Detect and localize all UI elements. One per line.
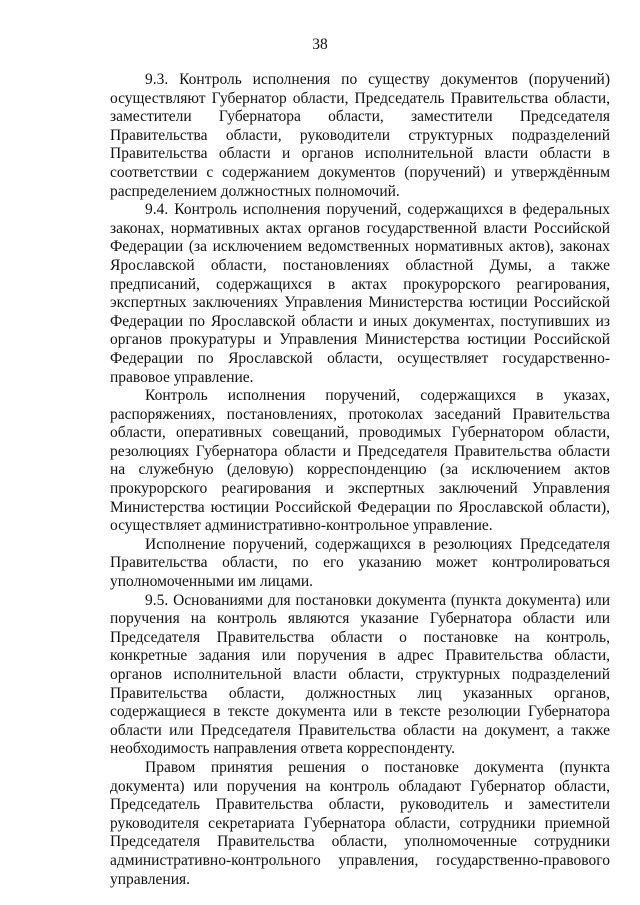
page-number: 38 (312, 36, 328, 53)
document-body (110, 71, 610, 889)
paragraph-admin-control: Контроль исполнения поручений, содержащихся в указах, распоряжениях, постановлениях, протоколах заседаний Правительства области, оперативных совещаний, проводимых Губернатором области, резолюциях Губернатора области и Председателя Правительства области на служебную (деловую) корреспонденцию (за исключением актов прокурорского реагирования и экспертных заключений Управления Министерства юстиции Российской Федерации по Ярославской области), осуществляет административно-контрольное управление. (110, 387, 610, 535)
paragraph-9-3: 9.3. Контроль исполнения по существу документов (поручений) осуществляют Губернатор области, Председатель Правительства области, заместители Губернатора области, заместители Председателя Правительства области, руководители структурных подразделений Правительства области и органов исполнительной власти области в соответствии с содержанием документов (поручений) и утверждённым распределением должностных полномочий. (110, 71, 610, 200)
paragraph-9-4: 9.4. Контроль исполнения поручений, содержащихся в федеральных законах, нормативных актах органов государственной власти Российской Федерации (за исключением ведомственных нормативных актов), законах Ярославской области, постановлениях областной Думы, а также предписаний, содержащихся в актах прокурорского реагирования, экспертных заключениях Управления Министерства юстиции Российской Федерации по Ярославской области и иных документах, поступивших из органов прокуратуры и Управления Министерства юстиции Российской Федерации по Ярославской области, осуществляет государственно-правовое управление. (110, 201, 610, 386)
paragraph-decision-right: Правом принятия решения о постановке документа (пункта документа) или поручения на контроль обладают Губернатор области, Председатель Правительства области, руководитель и заместители руководителя секретариата Губернатора области, сотрудники приемной Председателя Правительства области, уполномоченные сотрудники административно-контрольного управления, государственно-правового управления. (110, 758, 610, 888)
paragraph-execution: Исполнение поручений, содержащихся в резолюциях Председателя Правительства области, по его указанию может контролироваться уполномоченными им лицами. (110, 535, 610, 591)
paragraph-9-5: 9.5. Основаниями для постановки документа (пункта документа) или поручения на контроль являются указание Губернатора области или Председателя Правительства области о постановке на контроль, конкретные задания или поручения в адрес Правительства области, органов исполнительной власти области, структурных подразделений Правительства области, должностных лиц указанных органов, содержащиеся в тексте документа или в тексте резолюции Губернатора области или Председателя Правительства области на документ, а также необходимость направления ответа корреспонденту. (110, 591, 610, 758)
